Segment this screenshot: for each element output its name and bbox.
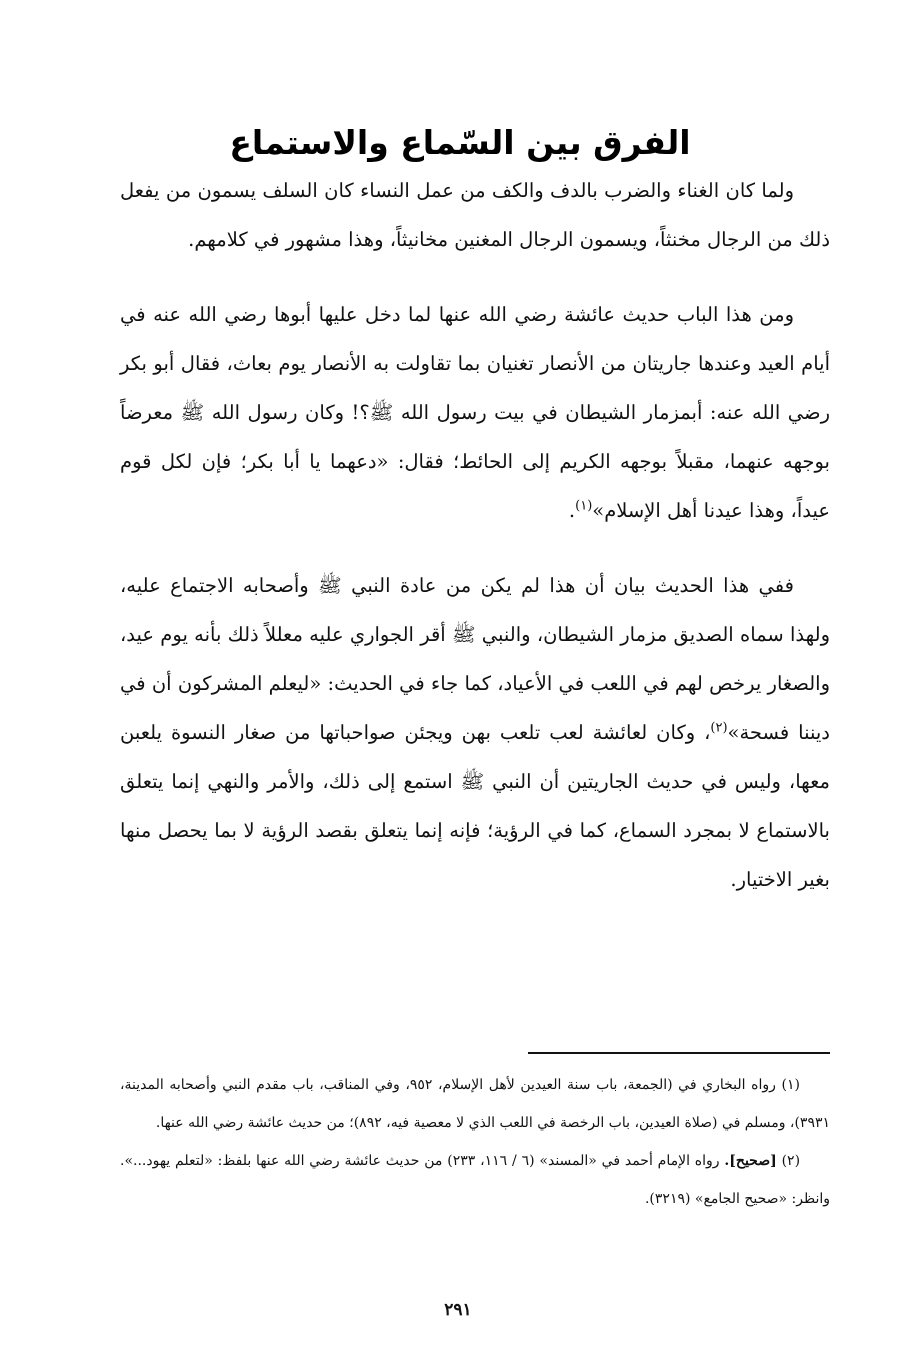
paragraph-1-text: ولما كان الغناء والضرب بالدف والكف من عمل النساء كان السلف يسمون من يفعل ذلك من الرجال مخنثاً، ويسمون الرجال المغنين مخانيثاً، وهذا مشهور في كلامهم. xyxy=(120,179,830,251)
paragraph-3-text-after: ، وكان لعائشة لعب تلعب بهن ويجئن صواحباتها من صغار النسوة يلعبن معها، وليس في حديث الجاريتين أن النبي ﷺ استمع إلى ذلك، والأمر والنهي إنما يتعلق بالاستماع لا بمجرد السماع، كما في الرؤية؛ فإنه إنما يتعلق بقصد الرؤية لا بما يحصل منها بغير الاختيار. xyxy=(120,721,830,891)
main-text xyxy=(120,166,830,930)
page-number: ٢٩١ xyxy=(444,1300,472,1320)
footnote-divider xyxy=(528,1052,830,1054)
paragraph-3-text-before: ففي هذا الحديث بيان أن هذا لم يكن من عادة النبي ﷺ وأصحابه الاجتماع عليه، ولهذا سماه الصديق مزمار الشيطان، والنبي ﷺ أقر الجواري عليه معللاً ذلك بأنه يوم عيد، والصغار يرخص لهم في اللعب في الأعياد، كما جاء في الحديث: «ليعلم المشركون أن في ديننا فسحة» xyxy=(120,574,830,744)
footnote-ref-2[interactable]: (٢) xyxy=(710,720,728,736)
page-title: الفرق بين السّماع والاستماع xyxy=(229,123,691,163)
footnote-2-text: رواه الإمام أحمد في «المسند» (٦ / ١١٦، ٢٣٣) من حديث عائشة رضي الله عنها بلفظ: «لتعلم يهود...». وانظر: «صحيح الجامع» (٣٢١٩). xyxy=(120,1153,830,1207)
footnote-1-text: (١) رواه البخاري في (الجمعة، باب سنة العيدين لأهل الإسلام، ٩٥٢، وفي المناقب، باب مقدم النبي وأصحابه المدينة، ٣٩٣١)، ومسلم في (صلاة العيدين، باب الرخصة في اللعب الذي لا معصية فيه، ٨٩٢)؛ من حديث عائشة رضي الله عنها. xyxy=(120,1077,830,1131)
footnote-2-number: (٢) xyxy=(781,1153,801,1169)
footnote-1 xyxy=(120,1066,830,1142)
paragraph-2-text: ومن هذا الباب حديث عائشة رضي الله عنها لما دخل عليها أبوها رضي الله عنه في أيام العيد وعندها جاريتان من الأنصار تغنيان بما تقاولت به الأنصار يوم بعاث، فقال أبو بكر رضي الله عنه: أبمزمار الشيطان في بيت رسول الله ﷺ؟! وكان رسول الله ﷺ معرضاً بوجهه عنهما، مقبلاً بوجهه الكريم إلى الحائط؛ فقال: «دعهما يا أبا بكر؛ فإن لكل قوم عيداً، وهذا عيدنا أهل الإسلام» xyxy=(120,303,830,522)
paragraph-3 xyxy=(120,561,830,904)
footnote-2-grade: [صحيح]. xyxy=(724,1153,777,1169)
paragraph-2 xyxy=(120,290,830,535)
footnote-ref-1[interactable]: (١) xyxy=(575,498,593,514)
footnote-2 xyxy=(120,1142,830,1218)
paragraph-2-end: . xyxy=(568,499,576,522)
footnotes xyxy=(120,1066,830,1218)
paragraph-1 xyxy=(120,166,830,264)
